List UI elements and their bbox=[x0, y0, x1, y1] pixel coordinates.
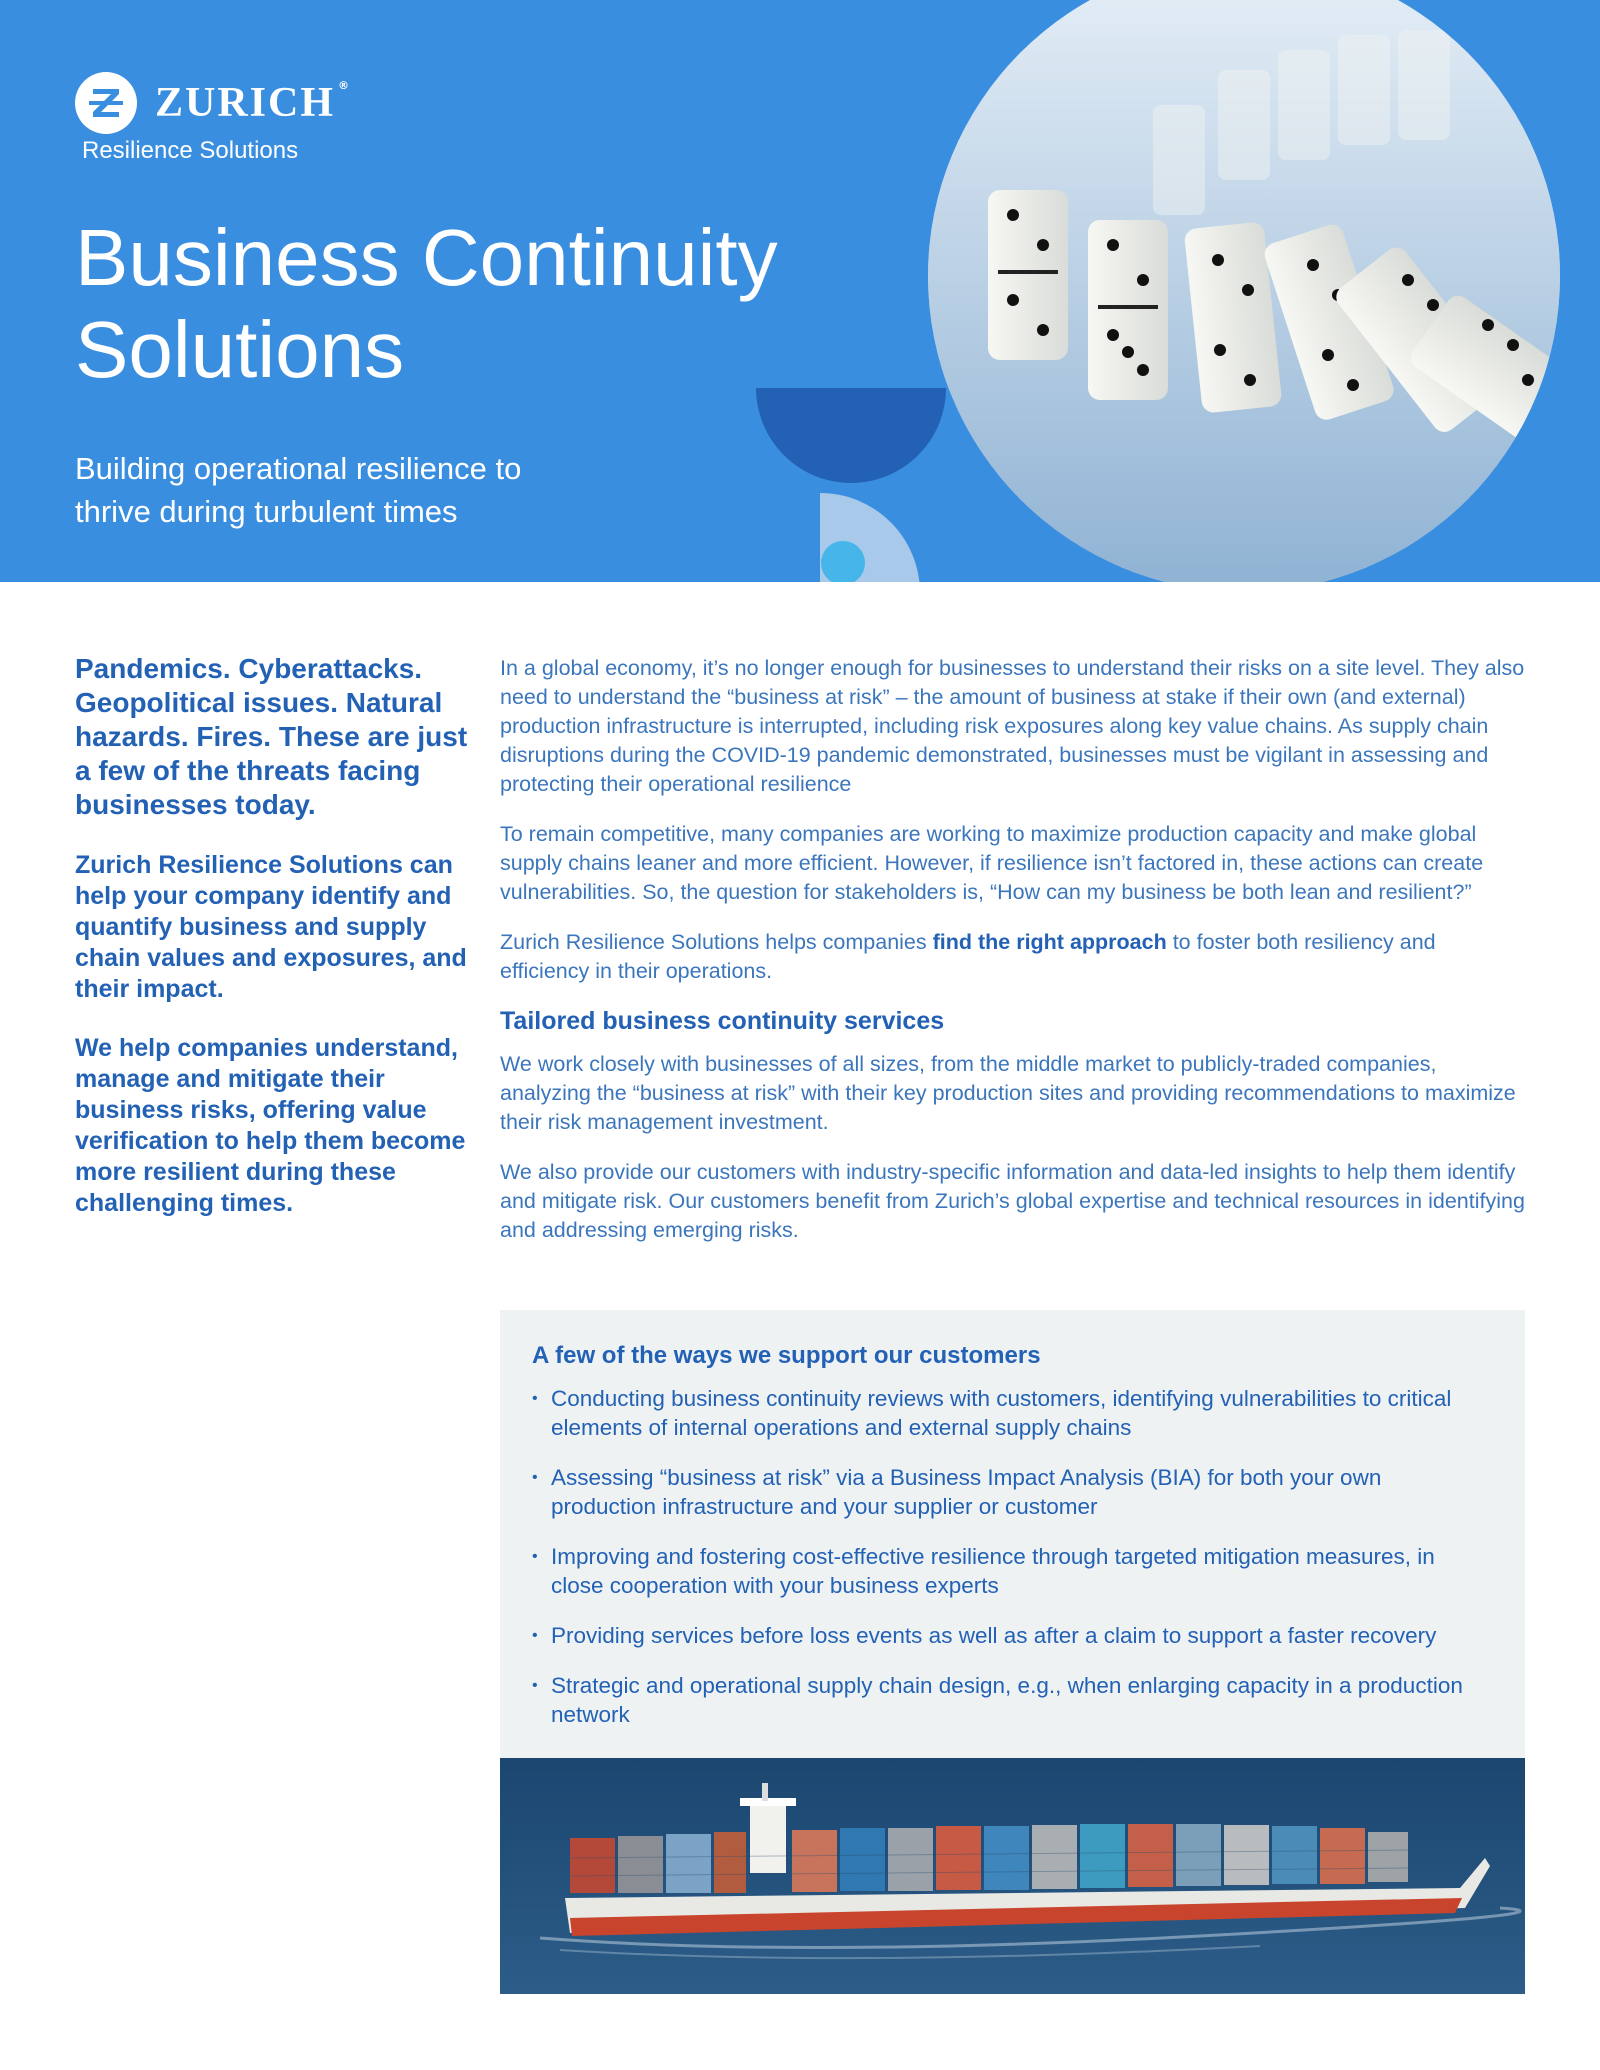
list-item bbox=[532, 1542, 1492, 1600]
page-title bbox=[75, 212, 975, 396]
p3-text-end: to foster both resiliency and efficiency in their operations. bbox=[500, 930, 1436, 983]
list-item-text: Improving and fostering cost-effective resilience through targeted mitigation measures, in close cooperation with your business experts bbox=[551, 1544, 1435, 1598]
brand-name: ZURICH ® bbox=[155, 79, 350, 126]
bullet-icon: • bbox=[532, 1627, 538, 1644]
hero-banner bbox=[0, 0, 1600, 582]
title-line-2: Solutions bbox=[75, 305, 405, 394]
division-name: Resilience Solutions bbox=[82, 137, 299, 164]
subtitle-line-1: Building operational resilience to bbox=[75, 451, 522, 486]
body-paragraph-1: In a global economy, it’s no longer enough for businesses to understand their risks on a site level. They also need to understand the “business at risk” – the amount of business at stake if their own (and external) production infrastructure is interrupted, including risk exposures along key value chains. As supply chain disruptions during the COVID-19 pandemic demonstrated, businesses must be vigilant in assessing and protecting their operational resilience bbox=[500, 656, 1525, 796]
body-column bbox=[500, 654, 1525, 1266]
bullet-icon: • bbox=[532, 1548, 538, 1565]
bullet-icon: • bbox=[532, 1469, 538, 1486]
bullet-icon: • bbox=[532, 1677, 538, 1694]
title-line-1: Business Continuity bbox=[75, 213, 778, 302]
container-ship-photo bbox=[500, 1758, 1525, 1994]
support-panel bbox=[500, 1310, 1525, 1758]
zurich-z-icon bbox=[75, 72, 137, 134]
p3-text-start: Zurich Resilience Solutions helps companies bbox=[500, 930, 933, 954]
dominoes-photo bbox=[928, 0, 1560, 582]
list-item-text: Strategic and operational supply chain design, e.g., when enlarging capacity in a production network bbox=[551, 1673, 1463, 1727]
intro-column bbox=[75, 652, 470, 1247]
list-item-text: Conducting business continuity reviews with customers, identifying vulnerabilities to critical elements of internal operations and external supply chains bbox=[551, 1386, 1452, 1440]
list-item-text: Assessing “business at risk” via a Business Impact Analysis (BIA) for both your own production infrastructure and your supplier or customer bbox=[551, 1465, 1382, 1519]
list-item bbox=[532, 1463, 1492, 1521]
p3-emphasis: find the right approach bbox=[932, 930, 1167, 954]
support-list bbox=[532, 1384, 1493, 1729]
zurich-logo[interactable] bbox=[75, 72, 350, 134]
container-ship-illustration bbox=[500, 1758, 1525, 1994]
list-item-text: Providing services before loss events as well as after a claim to support a faster recovery bbox=[551, 1623, 1437, 1648]
list-item bbox=[532, 1671, 1492, 1729]
intro-paragraph-3: We help companies understand, manage and mitigate their business risks, offering value verification to help them become more resilient during these challenging times. bbox=[75, 1034, 466, 1217]
decor-half-circle bbox=[756, 388, 946, 483]
list-item bbox=[532, 1621, 1492, 1650]
page-subtitle bbox=[75, 447, 675, 533]
dominoes-illustration bbox=[928, 0, 1560, 582]
body-paragraph-2: To remain competitive, many companies are working to maximize production capacity and make global supply chains leaner and more efficient. However, if resilience isn’t factored in, these actions can create vulnerabilities. So, the question for stakeholders is, “How can my business be both lean and resilient?” bbox=[500, 822, 1484, 904]
body-paragraph-5: We also provide our customers with industry-specific information and data-led insights to help them identify and mitigate risk. Our customers benefit from Zurich’s global expertise and technical resources in identifying and addressing emerging risks. bbox=[500, 1160, 1525, 1242]
intro-lead: Pandemics. Cyberattacks. Geopolitical issues. Natural hazards. Fires. These are just a few of the threats facing businesses today. bbox=[75, 653, 468, 820]
section-heading: Tailored business continuity services bbox=[500, 1007, 945, 1035]
body-paragraph-4: We work closely with businesses of all sizes, from the middle market to publicly-traded companies, analyzing the “business at risk” with their key production sites and providing recommendations to maximize their risk management investment. bbox=[500, 1052, 1516, 1134]
subtitle-line-2: thrive during turbulent times bbox=[75, 494, 458, 529]
decor-dot bbox=[821, 541, 865, 582]
intro-paragraph-2: Zurich Resilience Solutions can help your company identify and quantify business and supply chain values and exposures, and their impact. bbox=[75, 851, 467, 1003]
registered-mark: ® bbox=[338, 79, 350, 92]
list-item bbox=[532, 1384, 1492, 1442]
bullet-icon: • bbox=[532, 1390, 538, 1407]
support-panel-title: A few of the ways we support our customers bbox=[532, 1342, 1041, 1369]
body-paragraph-3 bbox=[500, 928, 1525, 986]
